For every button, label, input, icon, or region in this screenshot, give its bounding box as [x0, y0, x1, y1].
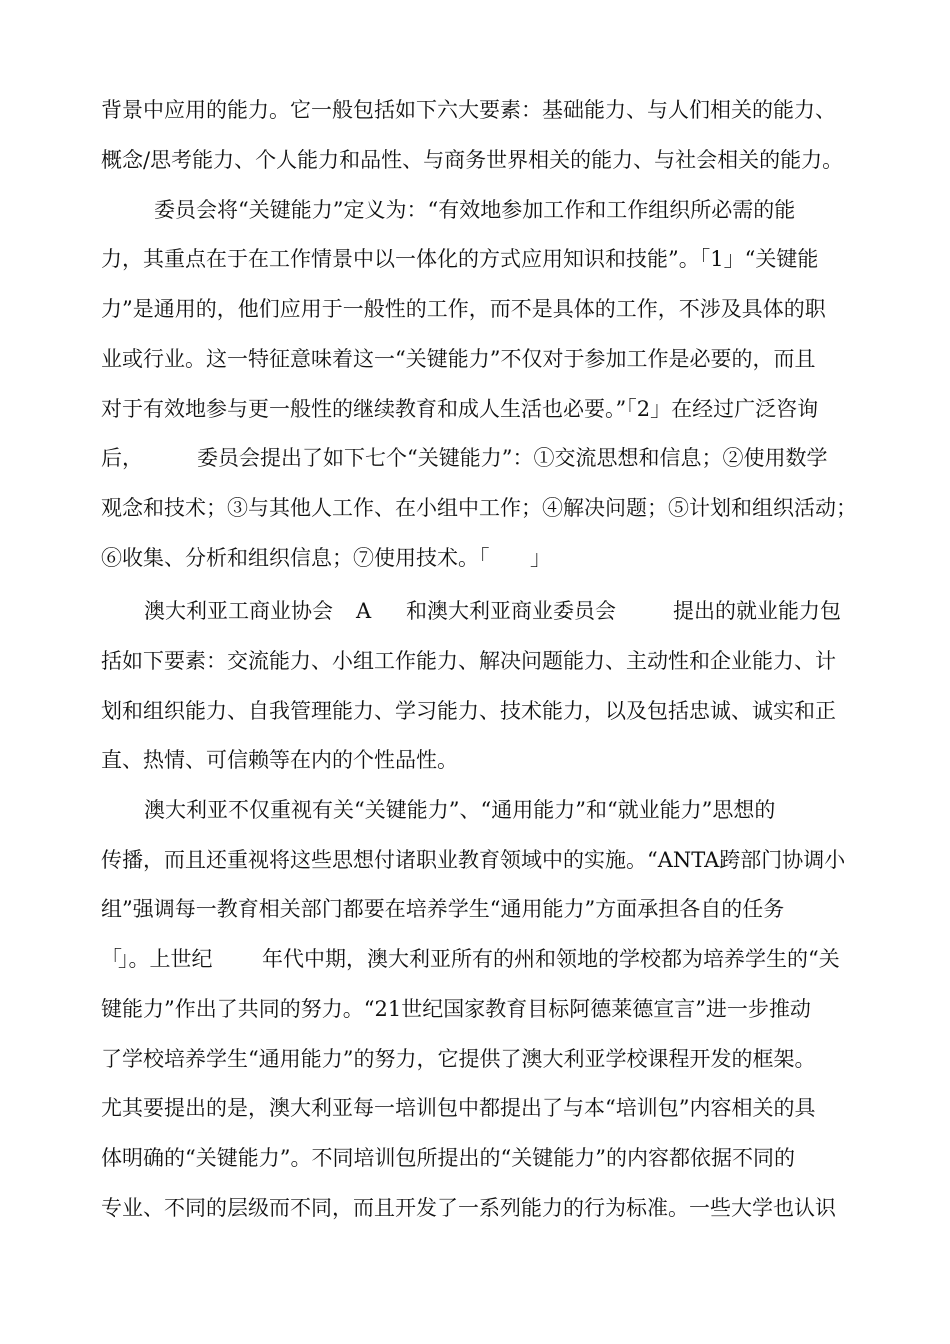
text-segment: 委员会将“关键能力”定义为：“有效地参加工作和工作组织所必需的能 [154, 198, 796, 222]
text-segment: 划和组织能力、自我管理能力、学习能力、技术能力，以及包括忠诚、诚实和正 [101, 699, 836, 723]
text-line [0, 188, 950, 232]
text-segment: 观念和技术；③与其他人工作、在小组中工作；④解决问题；⑤计划和组织活动； [101, 496, 857, 520]
text-line [0, 937, 950, 981]
text-line [0, 138, 950, 182]
text-line [0, 589, 950, 633]
text-segment: 」。上世纪 [118, 947, 213, 971]
text-segment: 年代中期，澳大利亚所有的州和领地的学校都为培养学生的“关 [262, 947, 840, 971]
text-line [0, 689, 950, 733]
text-line [0, 1086, 950, 1130]
text-segment: 传播，而且还重视将这些思想付诸职业教育领域中的实施。“ANTA跨部门协调小 [101, 848, 846, 872]
text-line [0, 1186, 950, 1230]
text-line [0, 486, 950, 530]
text-segment: 」 [530, 546, 551, 570]
text-line [0, 287, 950, 331]
text-segment: A [356, 599, 372, 623]
text-segment: 对于有效地参与更一般性的继续教育和成人生活也必要。”「2」在经过广泛咨询 [101, 397, 819, 421]
text-segment: 提出的就业能力包 [673, 599, 841, 623]
text-segment: 键能力”作出了共同的努力。“21世纪国家教育目标阿德莱德宣言”进一步推动 [101, 997, 811, 1021]
text-segment: 力，其重点在于在工作情景中以一体化的方式应用知识和技能”。「1」“关键能 [101, 247, 819, 271]
text-segment: 专业、不同的层级而不同，而且开发了一系列能力的行为标准。一些大学也认识 [101, 1196, 836, 1220]
text-line [0, 536, 950, 580]
text-line [0, 1136, 950, 1180]
text-line [0, 387, 950, 431]
text-line [0, 838, 950, 882]
text-segment: 直、热情、可信赖等在内的个性品性。 [101, 748, 458, 772]
text-segment: 「 [101, 947, 122, 971]
text-segment: 概念/思考能力、个人能力和品性、与商务世界相关的能力、与社会相关的能力。 [101, 148, 844, 172]
text-segment: 澳大利亚不仅重视有关“关键能力”、“通用能力”和“就业能力”思想的 [144, 798, 776, 822]
text-segment: 尤其要提出的是，澳大利亚每一培训包中都提出了与本“培训包”内容相关的具 [101, 1096, 816, 1120]
text-line [0, 88, 950, 132]
text-segment: 括如下要素：交流能力、小组工作能力、解决问题能力、主动性和企业能力、计 [101, 649, 836, 673]
text-line [0, 639, 950, 683]
text-line [0, 887, 950, 931]
text-segment: 后， [101, 446, 143, 470]
text-segment: 体明确的“关键能力”。不同培训包所提出的“关键能力”的内容都依据不同的 [101, 1146, 795, 1170]
text-line [0, 738, 950, 782]
text-line [0, 436, 950, 480]
text-segment: ⑥收集、分析和组织信息；⑦使用技术。「 [101, 546, 490, 570]
text-segment: 组”强调每一教育相关部门都要在培养学生“通用能力”方面承担各自的任务 [101, 897, 785, 921]
text-segment: 力”是通用的，他们应用于一般性的工作，而不是具体的工作，不涉及具体的职 [101, 297, 826, 321]
text-segment: 和澳大利亚商业委员会 [406, 599, 616, 623]
text-line [0, 237, 950, 281]
text-segment: 委员会提出了如下七个“关键能力”：①交流思想和信息；②使用数学 [197, 446, 828, 470]
text-line [0, 337, 950, 381]
text-line [0, 1037, 950, 1081]
text-line [0, 987, 950, 1031]
text-line [0, 788, 950, 832]
text-segment: 背景中应用的能力。它一般包括如下六大要素：基础能力、与人们相关的能力、 [101, 98, 836, 122]
text-segment: 澳大利亚工商业协会 [144, 599, 333, 623]
text-segment: 业或行业。这一特征意味着这一“关键能力”不仅对于参加工作是必要的，而且 [101, 347, 816, 371]
text-segment: 了学校培养学生“通用能力”的努力，它提供了澳大利亚学校课程开发的框架。 [101, 1047, 816, 1071]
